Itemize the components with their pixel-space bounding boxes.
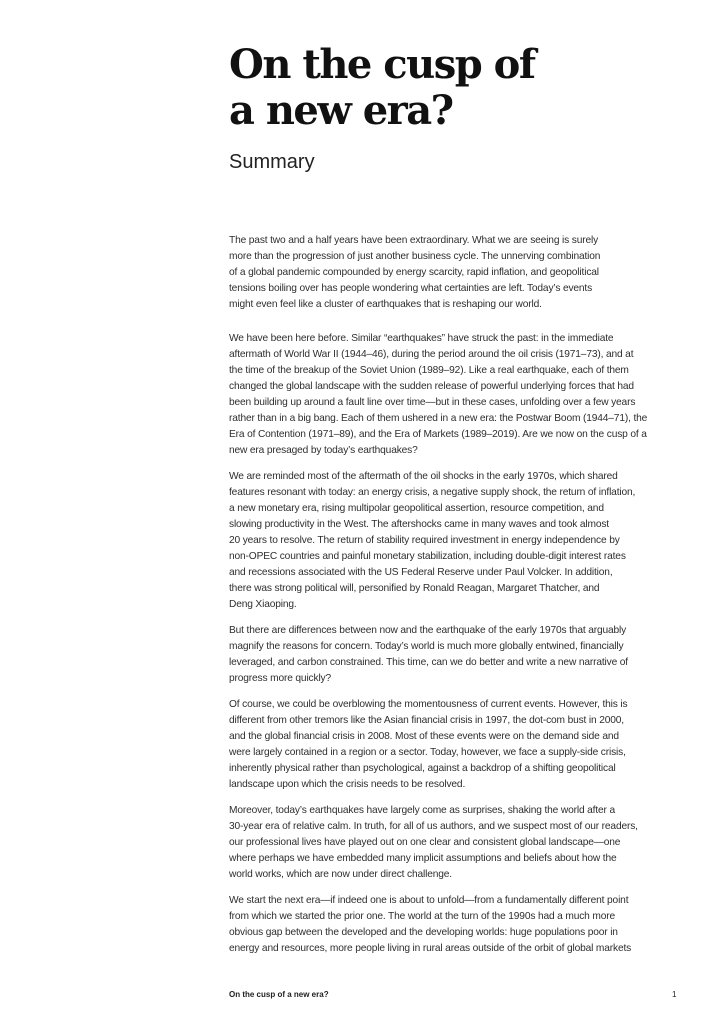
text-line: our professional lives have played out on one clear and consistent global landscape—one	[229, 837, 621, 848]
text-line: were largely contained in a region or a sector. Today, however, we face a supply-side crisis,	[229, 747, 626, 758]
text-line: a new monetary era, rising multipolar geopolitical assertion, resource competition, and	[229, 503, 604, 514]
paragraph	[229, 893, 681, 957]
text-line: there was strong political will, personified by Ronald Reagan, Margaret Thatcher, and	[229, 583, 600, 594]
text-line: obvious gap between the developed and the developing worlds: huge populations poor in	[229, 927, 618, 938]
text-line: 20 years to resolve. The return of stability required investment in energy independence by	[229, 535, 620, 546]
text-line: energy and resources, more people living in rural areas outside of the orbit of global markets	[229, 943, 632, 954]
text-line: rather than in a big bang. Each of them ushered in a new era: the Postwar Boom (1944–71), the	[229, 413, 648, 424]
text-line: of a global pandemic compounded by energy scarcity, rapid inflation, and geopolitical	[229, 267, 599, 278]
text-line: been building up around a fault line over time—but in these cases, unfolding over a few years	[229, 397, 636, 408]
text-line: 30-year era of relative calm. In truth, for all of us authors, and we suspect most of our readers,	[229, 821, 638, 832]
text-line: the time of the breakup of the Soviet Union (1989–92). Like a real earthquake, each of them	[229, 365, 629, 376]
text-line: magnify the reasons for concern. Today’s world is much more globally entwined, financially	[229, 641, 624, 652]
page-number: 1	[672, 990, 677, 999]
footer-title: On the cusp of a new era?	[229, 990, 329, 999]
text-line: Era of Contention (1971–89), and the Era of Markets (1989–2019). Are we now on the cusp of a	[229, 429, 647, 440]
text-line: We have been here before. Similar “earthquakes” have struck the past: in the immediate	[229, 333, 614, 344]
text-line: and recessions associated with the US Federal Reserve under Paul Volcker. In addition,	[229, 567, 613, 578]
text-line: where perhaps we have embedded many implicit assumptions and beliefs about how the	[229, 853, 617, 864]
text-line: We start the next era—if indeed one is about to unfold—from a fundamentally different point	[229, 895, 629, 906]
text-line: Moreover, today’s earthquakes have largely come as surprises, shaking the world after a	[229, 805, 615, 816]
text-line: new era presaged by today’s earthquakes?	[229, 445, 418, 456]
text-line: from which we started the prior one. The world at the turn of the 1990s had a much more	[229, 911, 615, 922]
text-line: more than the progression of just another business cycle. The unnerving combination	[229, 251, 601, 262]
paragraph	[229, 469, 681, 613]
text-line: progress more quickly?	[229, 673, 332, 684]
page-subtitle: Summary	[229, 151, 315, 173]
text-line: landscape upon which the crisis needs to be resolved.	[229, 779, 466, 790]
body-text	[229, 233, 681, 967]
text-line: might even feel like a cluster of earthquakes that is reshaping our world.	[229, 299, 542, 310]
text-line: The past two and a half years have been extraordinary. What we are seeing is surely	[229, 235, 599, 246]
paragraph	[229, 233, 681, 313]
text-line: world works, which are now under direct challenge.	[229, 869, 452, 880]
text-line: Of course, we could be overblowing the momentousness of current events. However, this is	[229, 699, 628, 710]
text-line: But there are differences between now and the earthquake of the early 1970s that arguably	[229, 625, 627, 636]
text-line: slowing productivity in the West. The aftershocks came in many waves and took almost	[229, 519, 609, 530]
text-line: We are reminded most of the aftermath of the oil shocks in the early 1970s, which shared	[229, 471, 618, 482]
text-line: different from other tremors like the Asian financial crisis in 1997, the dot-com bust in 2000,	[229, 715, 624, 726]
text-line: non-OPEC countries and painful monetary stabilization, including double-digit interest rates	[229, 551, 626, 562]
text-line: Deng Xiaoping.	[229, 599, 297, 610]
title-line: On the cusp of	[229, 41, 535, 88]
page-title	[229, 42, 535, 134]
text-line: inherently physical rather than psychological, against a backdrop of a shifting geopolitical	[229, 763, 616, 774]
text-line: aftermath of World War II (1944–46), during the period around the oil crisis (1971–73), and at	[229, 349, 634, 360]
text-line: changed the global landscape with the sudden release of powerful underlying forces that had	[229, 381, 634, 392]
paragraph	[229, 623, 681, 687]
text-line: leveraged, and carbon constrained. This time, can we do better and write a new narrative of	[229, 657, 628, 668]
text-line: and the global financial crisis in 2008. Most of these events were on the demand side and	[229, 731, 619, 742]
paragraph	[229, 697, 681, 793]
text-line: features resonant with today: an energy crisis, a negative supply shock, the return of inflation,	[229, 487, 636, 498]
paragraph	[229, 803, 681, 883]
title-line: a new era?	[229, 87, 453, 134]
text-line: tensions boiling over has people wondering what certainties are left. Today’s events	[229, 283, 593, 294]
paragraph	[229, 331, 681, 459]
